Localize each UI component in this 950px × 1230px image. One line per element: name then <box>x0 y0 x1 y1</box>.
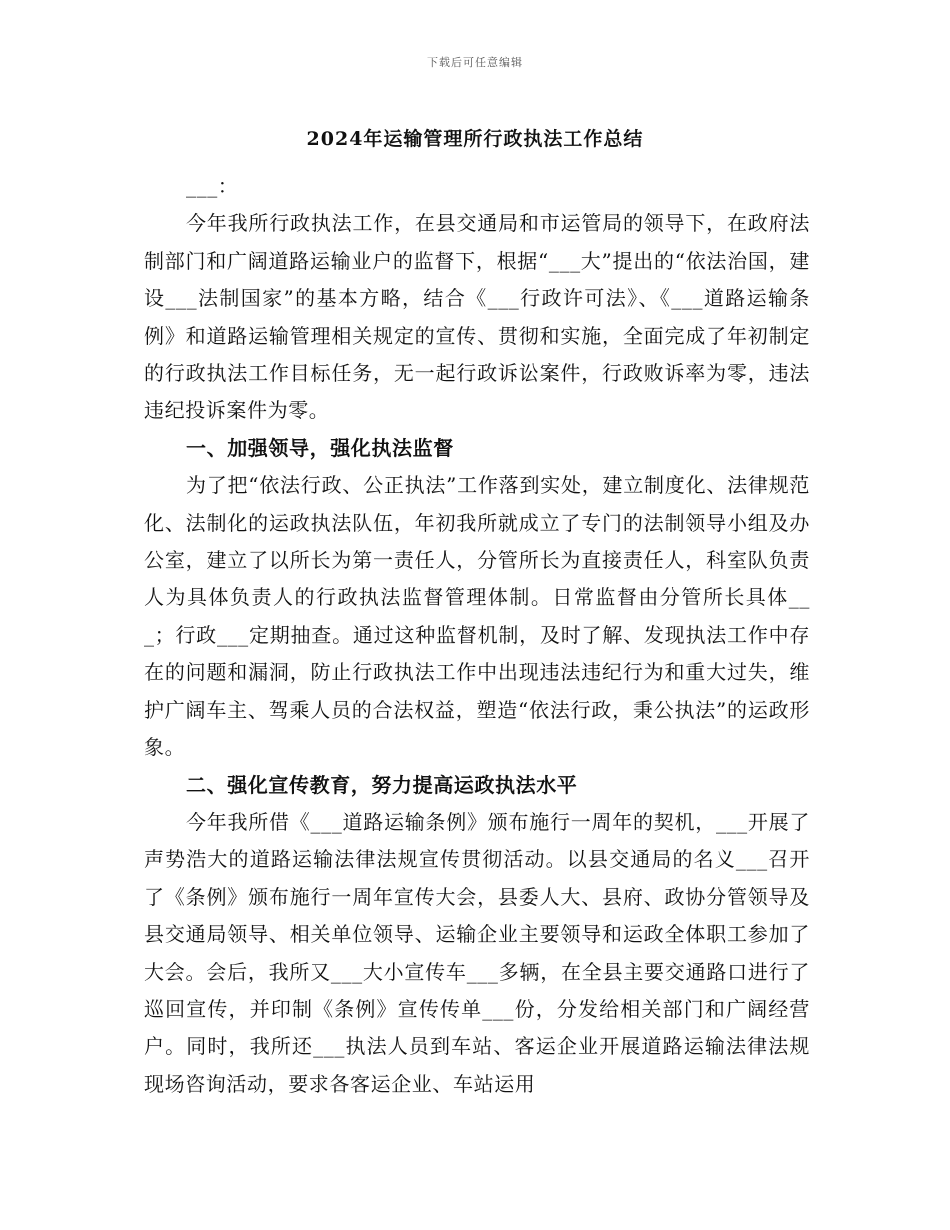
document-body <box>144 168 810 1103</box>
header-note: 下载后可任意编辑 <box>427 56 523 69</box>
greeting: ___： <box>186 174 239 198</box>
paragraph-intro: 今年我所行政执法工作，在县交通局和市运管局的领导下，在政府法制部门和广阔道路运输业户的监督下，根据“___大”提出的“依法治国，建设___法制国家”的基本方略，结合《___行政许可法》、《___道路运输条例》和道路运输管理相关规定的宣传、贯彻和实施，全面完成了年初制定的行政执法工作目标任务，无一起行政诉讼案件，行政败诉率为零，违法违纪投诉案件为零。 <box>144 211 810 423</box>
section-heading-1: 一、加强领导，强化执法监督 <box>186 435 454 460</box>
paragraph-section-2: 今年我所借《___道路运输条例》颁布施行一周年的契机，___开展了声势浩大的道路运输法律法规宣传贯彻活动。以县交通局的名义___召开了《条例》颁布施行一周年宣传大会，县委人大、县府、政协分管领导及县交通局领导、相关单位领导、运输企业主要领导和运政全体职工参加了大会。会后，我所又___大小宣传车___多辆，在全县主要交通路口进行了巡回宣传，并印制《条例》宣传传单___份，分发给相关部门和广阔经营户。同时，我所还___执法人员到车站、客运企业开展道路运输法律法规现场咨询活动，要求各客运企业、车站运用 <box>144 809 810 1096</box>
document-title: 2024年运输管理所行政执法工作总结 <box>306 128 644 150</box>
section-heading-2: 二、强化宣传教育，努力提高运政执法水平 <box>186 772 578 797</box>
paragraph-section-1: 为了把“依法行政、公正执法”工作落到实处，建立制度化、法律规范化、法制化的运政执法队伍，年初我所就成立了专门的法制领导小组及办公室，建立了以所长为第一责任人，分管所长为直接责任人，科室队负责人为具体负责人的行政执法监督管理体制。日常监督由分管所长具体___；行政___定期抽查。通过这种监督机制，及时了解、发现执法工作中存在的问题和漏洞，防止行政执法工作中出现违法违纪行为和重大过失，维护广阔车主、驾乘人员的合法权益，塑造“依法行政，秉公执法”的运政形象。 <box>144 473 810 760</box>
